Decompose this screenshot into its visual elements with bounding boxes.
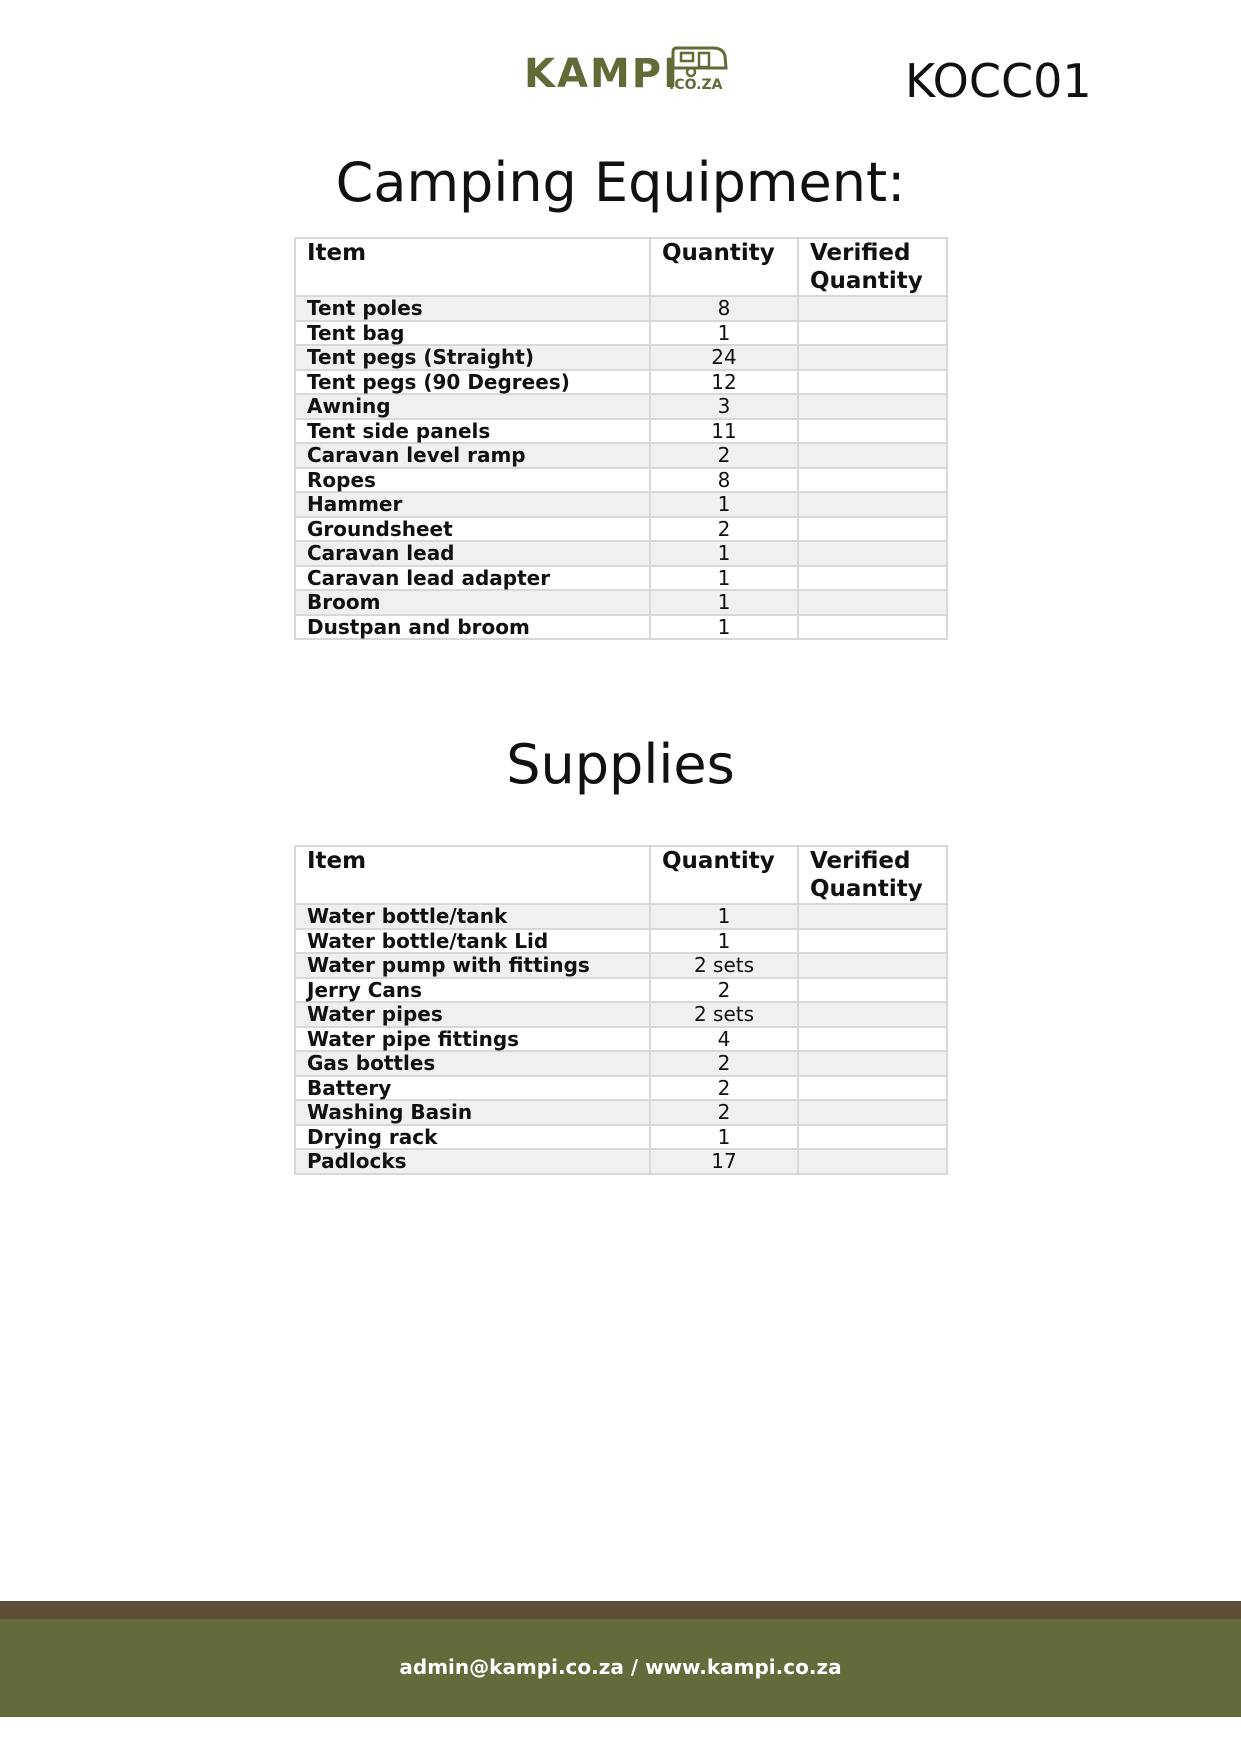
cell-item: Caravan lead adapter	[295, 566, 650, 591]
cell-quantity: 1	[650, 492, 798, 517]
cell-quantity: 8	[650, 468, 798, 493]
cell-item: Water bottle/tank Lid	[295, 929, 650, 954]
cell-item: Padlocks	[295, 1149, 650, 1174]
supplies-table	[294, 845, 948, 1175]
cell-item: Water pipe fittings	[295, 1027, 650, 1052]
cell-verified-quantity[interactable]	[798, 345, 947, 370]
kampi-logo	[524, 42, 729, 102]
cell-verified-quantity[interactable]	[798, 978, 947, 1003]
cell-item: Ropes	[295, 468, 650, 493]
cell-item: Tent pegs (Straight)	[295, 345, 650, 370]
cell-quantity: 1	[650, 929, 798, 954]
cell-verified-quantity[interactable]	[798, 953, 947, 978]
cell-quantity: 2 sets	[650, 1002, 798, 1027]
table-row	[295, 468, 947, 493]
cell-item: Water bottle/tank	[295, 904, 650, 929]
cell-quantity: 17	[650, 1149, 798, 1174]
table-row	[295, 590, 947, 615]
cell-item: Jerry Cans	[295, 978, 650, 1003]
cell-item: Groundsheet	[295, 517, 650, 542]
cell-quantity: 2	[650, 1076, 798, 1101]
cell-item: Awning	[295, 394, 650, 419]
cell-quantity: 2	[650, 517, 798, 542]
cell-item: Gas bottles	[295, 1051, 650, 1076]
cell-item: Caravan level ramp	[295, 443, 650, 468]
cell-verified-quantity[interactable]	[798, 419, 947, 444]
table-row	[295, 978, 947, 1003]
table-header-row	[295, 846, 947, 904]
cell-verified-quantity[interactable]	[798, 566, 947, 591]
cell-quantity: 2 sets	[650, 953, 798, 978]
cell-quantity: 2	[650, 978, 798, 1003]
supplies-title: Supplies	[506, 733, 735, 796]
cell-quantity: 4	[650, 1027, 798, 1052]
table-row	[295, 615, 947, 640]
cell-item: Tent pegs (90 Degrees)	[295, 370, 650, 395]
cell-verified-quantity[interactable]	[798, 1149, 947, 1174]
column-header-quantity: Quantity	[650, 846, 798, 904]
table-row	[295, 904, 947, 929]
table-row	[295, 1076, 947, 1101]
cell-verified-quantity[interactable]	[798, 517, 947, 542]
camping-equipment-title: Camping Equipment:	[335, 151, 906, 214]
footer-contact: admin@kampi.co.za / www.kampi.co.za	[399, 1655, 842, 1679]
cell-quantity: 1	[650, 321, 798, 346]
cell-item: Battery	[295, 1076, 650, 1101]
document-code: KOCC01	[905, 54, 1092, 108]
cell-verified-quantity[interactable]	[798, 1051, 947, 1076]
cell-item: Broom	[295, 590, 650, 615]
cell-quantity: 2	[650, 1051, 798, 1076]
table-row	[295, 394, 947, 419]
table-row	[295, 1051, 947, 1076]
table-row	[295, 296, 947, 321]
column-header-verified-quantity: Verified Quantity	[798, 846, 947, 904]
table-row	[295, 419, 947, 444]
table-row	[295, 929, 947, 954]
cell-quantity: 1	[650, 1125, 798, 1150]
table-row	[295, 541, 947, 566]
cell-verified-quantity[interactable]	[798, 394, 947, 419]
cell-verified-quantity[interactable]	[798, 492, 947, 517]
cell-verified-quantity[interactable]	[798, 1076, 947, 1101]
caravan-icon	[669, 44, 729, 78]
cell-verified-quantity[interactable]	[798, 1100, 947, 1125]
footer-stripe	[0, 1601, 1241, 1619]
logo-domain: .CO.ZA	[669, 77, 723, 93]
table-row	[295, 1125, 947, 1150]
cell-verified-quantity[interactable]	[798, 1125, 947, 1150]
cell-item: Tent bag	[295, 321, 650, 346]
cell-item: Hammer	[295, 492, 650, 517]
cell-quantity: 12	[650, 370, 798, 395]
cell-verified-quantity[interactable]	[798, 370, 947, 395]
table-row	[295, 321, 947, 346]
cell-item: Tent side panels	[295, 419, 650, 444]
cell-item: Tent poles	[295, 296, 650, 321]
cell-verified-quantity[interactable]	[798, 321, 947, 346]
table-row	[295, 517, 947, 542]
cell-quantity: 1	[650, 904, 798, 929]
column-header-quantity: Quantity	[650, 238, 798, 296]
cell-verified-quantity[interactable]	[798, 296, 947, 321]
cell-quantity: 11	[650, 419, 798, 444]
cell-verified-quantity[interactable]	[798, 443, 947, 468]
logo-wordmark: KAMPI	[524, 51, 680, 97]
cell-item: Caravan lead	[295, 541, 650, 566]
table-row	[295, 1002, 947, 1027]
table-row	[295, 566, 947, 591]
table-row	[295, 1027, 947, 1052]
cell-quantity: 8	[650, 296, 798, 321]
cell-verified-quantity[interactable]	[798, 541, 947, 566]
cell-item: Dustpan and broom	[295, 615, 650, 640]
cell-verified-quantity[interactable]	[798, 904, 947, 929]
column-header-item: Item	[295, 846, 650, 904]
cell-verified-quantity[interactable]	[798, 590, 947, 615]
cell-quantity: 1	[650, 590, 798, 615]
cell-item: Drying rack	[295, 1125, 650, 1150]
cell-verified-quantity[interactable]	[798, 1027, 947, 1052]
cell-quantity: 1	[650, 566, 798, 591]
cell-item: Water pump with fittings	[295, 953, 650, 978]
column-header-verified-quantity: Verified Quantity	[798, 238, 947, 296]
cell-quantity: 24	[650, 345, 798, 370]
table-row	[295, 1149, 947, 1174]
cell-verified-quantity[interactable]	[798, 468, 947, 493]
cell-quantity: 1	[650, 615, 798, 640]
cell-verified-quantity[interactable]	[798, 1002, 947, 1027]
table-row	[295, 443, 947, 468]
cell-verified-quantity[interactable]	[798, 929, 947, 954]
table-row	[295, 370, 947, 395]
cell-item: Washing Basin	[295, 1100, 650, 1125]
table-row	[295, 1100, 947, 1125]
cell-quantity: 1	[650, 541, 798, 566]
cell-quantity: 2	[650, 443, 798, 468]
camping-equipment-table	[294, 237, 948, 640]
table-row	[295, 492, 947, 517]
cell-quantity: 2	[650, 1100, 798, 1125]
column-header-item: Item	[295, 238, 650, 296]
table-row	[295, 345, 947, 370]
cell-item: Water pipes	[295, 1002, 650, 1027]
table-row	[295, 953, 947, 978]
cell-verified-quantity[interactable]	[798, 615, 947, 640]
cell-quantity: 3	[650, 394, 798, 419]
table-header-row	[295, 238, 947, 296]
